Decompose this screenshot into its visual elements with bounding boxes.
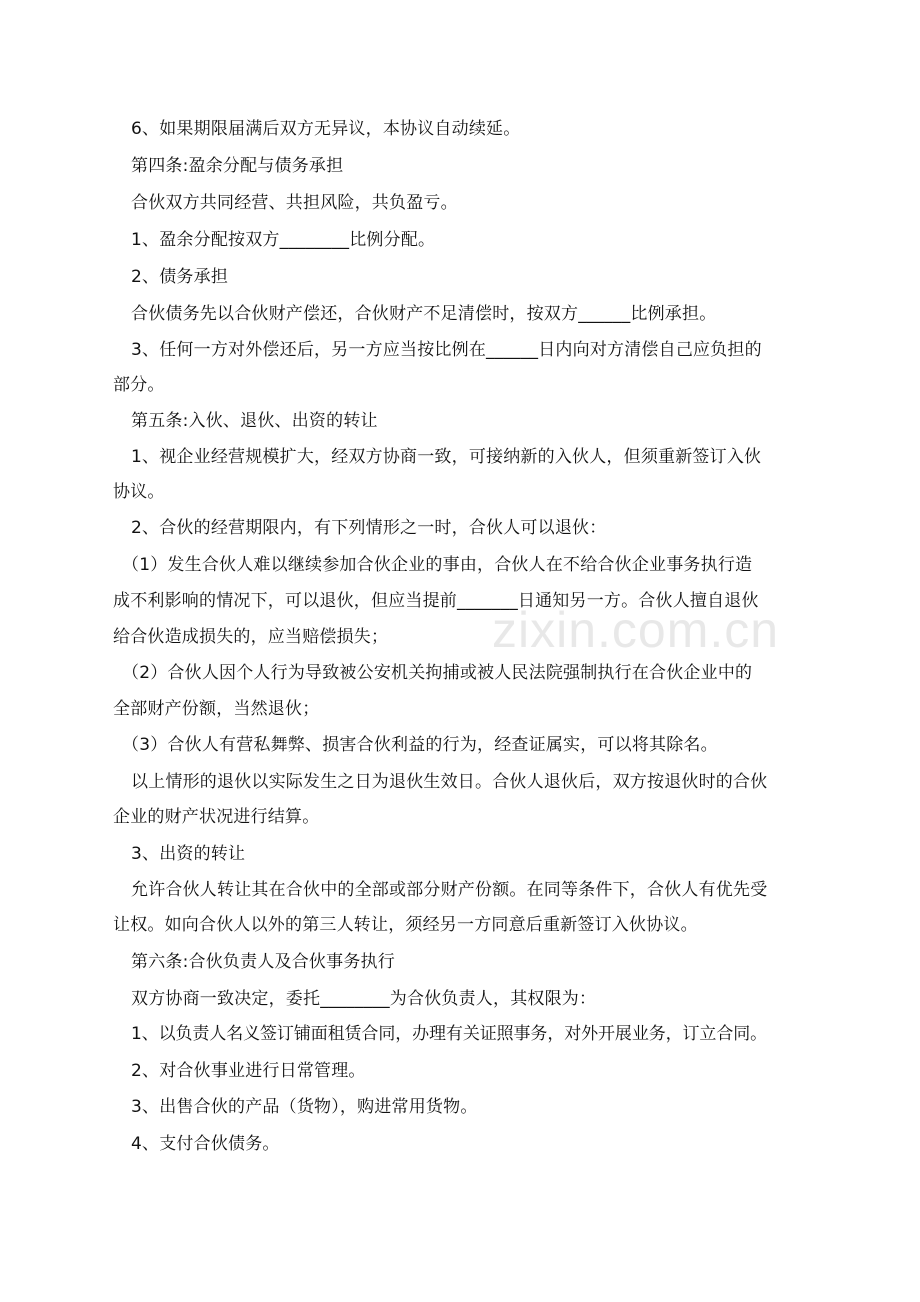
clause-line-continued: 部分。 [113, 375, 165, 395]
watermark-text: zixin.com.cn [492, 602, 780, 658]
clause-line: 允许合伙人转让其在合伙中的全部或部分财产份额。在同等条件下，合伙人有优先受 [131, 880, 768, 900]
section-heading-4: 第四条:盈余分配与债务承担 [131, 156, 344, 176]
clause-line: （1）发生合伙人难以继续参加合伙企业的事由，合伙人在不给合伙企业事务执行造 [122, 555, 753, 575]
clause-line: 合伙债务先以合伙财产偿还，合伙财产不足清偿时，按双方______比例承担。 [131, 304, 717, 324]
clause-line: 1、视企业经营规模扩大，经双方协商一致，可接纳新的入伙人，但须重新签订入伙 [131, 447, 762, 467]
clause-line: 2、债务承担 [131, 267, 229, 287]
clause-line: 2、对合伙事业进行日常管理。 [131, 1061, 366, 1081]
clause-line: 3、出资的转让 [131, 844, 246, 864]
clause-line-continued: 成不利影响的情况下，可以退伙，但应当提前_______日通知另一方。合伙人擅自退伙 [113, 591, 759, 611]
section-heading-6: 第六条:合伙负责人及合伙事务执行 [131, 952, 395, 972]
clause-line-continued: 全部财产份额，当然退伙； [113, 699, 320, 719]
clause-line: 合伙双方共同经营、共担风险，共负盈亏。 [131, 193, 458, 213]
clause-line: （3）合伙人有营私舞弊、损害合伙利益的行为，经查证属实，可以将其除名。 [122, 735, 718, 755]
clause-line: 3、出售合伙的产品（货物），购进常用货物。 [131, 1097, 478, 1117]
section-heading-5: 第五条:入伙、退伙、出资的转让 [131, 411, 378, 431]
clause-line-continued: 协议。 [113, 482, 165, 502]
clause-line: 双方协商一致决定，委托________为合伙负责人，其权限为： [131, 989, 597, 1009]
clause-line: 2、合伙的经营期限内，有下列情形之一时，合伙人可以退伙： [131, 518, 607, 538]
clause-line: 6、如果期限届满后双方无异议，本协议自动续延。 [131, 119, 521, 139]
clause-line: 1、以负责人名义签订铺面租赁合同，办理有关证照事务，对外开展业务，订立合同。 [131, 1024, 768, 1044]
clause-line: 4、支付合伙债务。 [131, 1134, 280, 1154]
clause-line: （2）合伙人因个人行为导致被公安机关拘捕或被人民法院强制执行在合伙企业中的 [122, 663, 753, 683]
clause-line: 1、盈余分配按双方________比例分配。 [131, 230, 436, 250]
clause-line-continued: 给合伙造成损失的，应当赔偿损失； [113, 627, 389, 647]
clause-line-continued: 让权。如向合伙人以外的第三人转让，须经另一方同意后重新签订入伙协议。 [113, 915, 698, 935]
clause-line: 以上情形的退伙以实际发生之日为退伙生效日。合伙人退伙后，双方按退伙时的合伙 [131, 772, 768, 792]
clause-line-continued: 企业的财产状况进行结算。 [113, 807, 320, 827]
clause-line: 3、任何一方对外偿还后，另一方应当按比例在______日内向对方清偿自己应负担的 [131, 340, 762, 360]
